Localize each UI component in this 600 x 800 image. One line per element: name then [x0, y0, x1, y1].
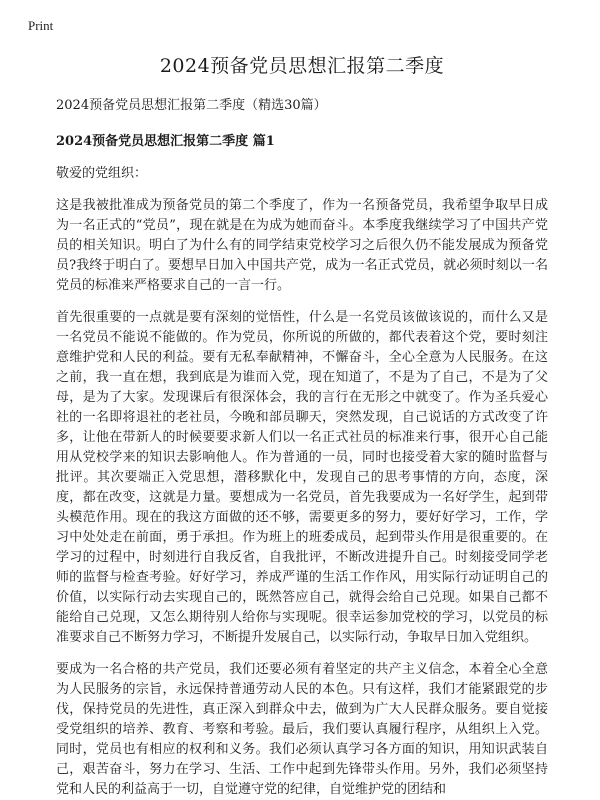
paragraph-3: 要成为一名合格的共产党员，我们还要必须有着坚定的共产主义信念，本着全心全意为人民服务的宗旨，永远保持普通劳动人民的本色。只有这样，我们才能紧跟党的步伐，保持党员的先进性，真正深入到群众中去，做到为广大人民群众服务。要自觉接受党组织的培养、教育、考察和考验。最后，我们要认真履行程序，从组织上入党。同时，党员也有相应的权利和义务。我们必须认真学习各方面的知识，用知识武装自己，艰苦奋斗，努力在学习、生活、工作中起到先锋带头作用。另外，我们必须坚持党和人民的利益高于一切，自觉遵守党的纪律，自觉维护党的团结和 — [56, 662, 548, 797]
section-heading: 2024预备党员思想汇报第二季度 篇1 — [56, 134, 275, 149]
paragraph-1: 这是我被批准成为预备党员的第二个季度了，作为一名预备党员，我希望争取早日成为一名正式的“党员”，现在就是在为成为她而奋斗。本季度我继续学习了中国共产党员的相关知识。明白了为什么有的同学结束党校学习之后很久仍不能发展成为预备党员?我终于明白了。要想早日加入中国共产党，成为一名正式党员，就必须时刻以一名党员的标准来严格要求自己的一言一行。 — [56, 198, 548, 293]
document-subtitle: 2024预备党员思想汇报第二季度（精选30篇） — [56, 98, 327, 113]
print-link[interactable]: Print — [28, 18, 54, 33]
greeting: 敬爱的党组织： — [56, 166, 148, 181]
document-body — [56, 48, 548, 800]
paragraph-2: 首先很重要的一点就是要有深刻的觉悟性，什么是一名党员该做该说的，而什么又是一名党员不能说不能做的。作为党员，你所说的所做的，都代表着这个党，要时刻注意维护党和人民的利益。要有无私奉献精神，不懈奋斗，全心全意为人民服务。在这之前，我一直在想，我到底是为谁而入党，现在知道了，不是为了自己，不是为了父母，是为了大家。发现课后有很深体会，我的言行在无形之中就变了。作为圣兵爱心社的一名即将退社的老社员，今晚和部员聊天，突然发现，自己说话的方式改变了许多，让他在带新人的时候要要求新人们以一名正式社员的标准来行事，很开心自己能用从党校学来的知识去影响他人。作为普通的一员，同时也接受着大家的随时监督与批评。其次要端正入党思想，潜移默化中，发现自己的思考事情的方向，态度，深度，都在改变，这就是力量。要想成为一名党员，首先我要成为一名好学生，起到带头模范作用。现在的我这方面做的还不够，需要更多的努力，要好好学习，工作，学习中处处走在前面，勇于承担。作为班上的班委成员，起到带头作用是很重要的。在学习的过程中，时刻进行自我反省，自我批评，不断改进提升自己。时刻接受同学老师的监督与检查考验。好好学习，养成严谨的生活工作作风，用实际行动证明自己的价值，以实际行动去实现自己的，既然答应自己，就得会给自己兑现。如果自己都不能给自己兑现，又怎么期待别人给你与实现呢。很幸运参加党校的学习，以党员的标准要求自己不断努力学习，不断提升发展自己，以实际行动，争取早日加入党组织。 — [56, 310, 548, 645]
document-title: 2024预备党员思想汇报第二季度 — [159, 55, 445, 77]
